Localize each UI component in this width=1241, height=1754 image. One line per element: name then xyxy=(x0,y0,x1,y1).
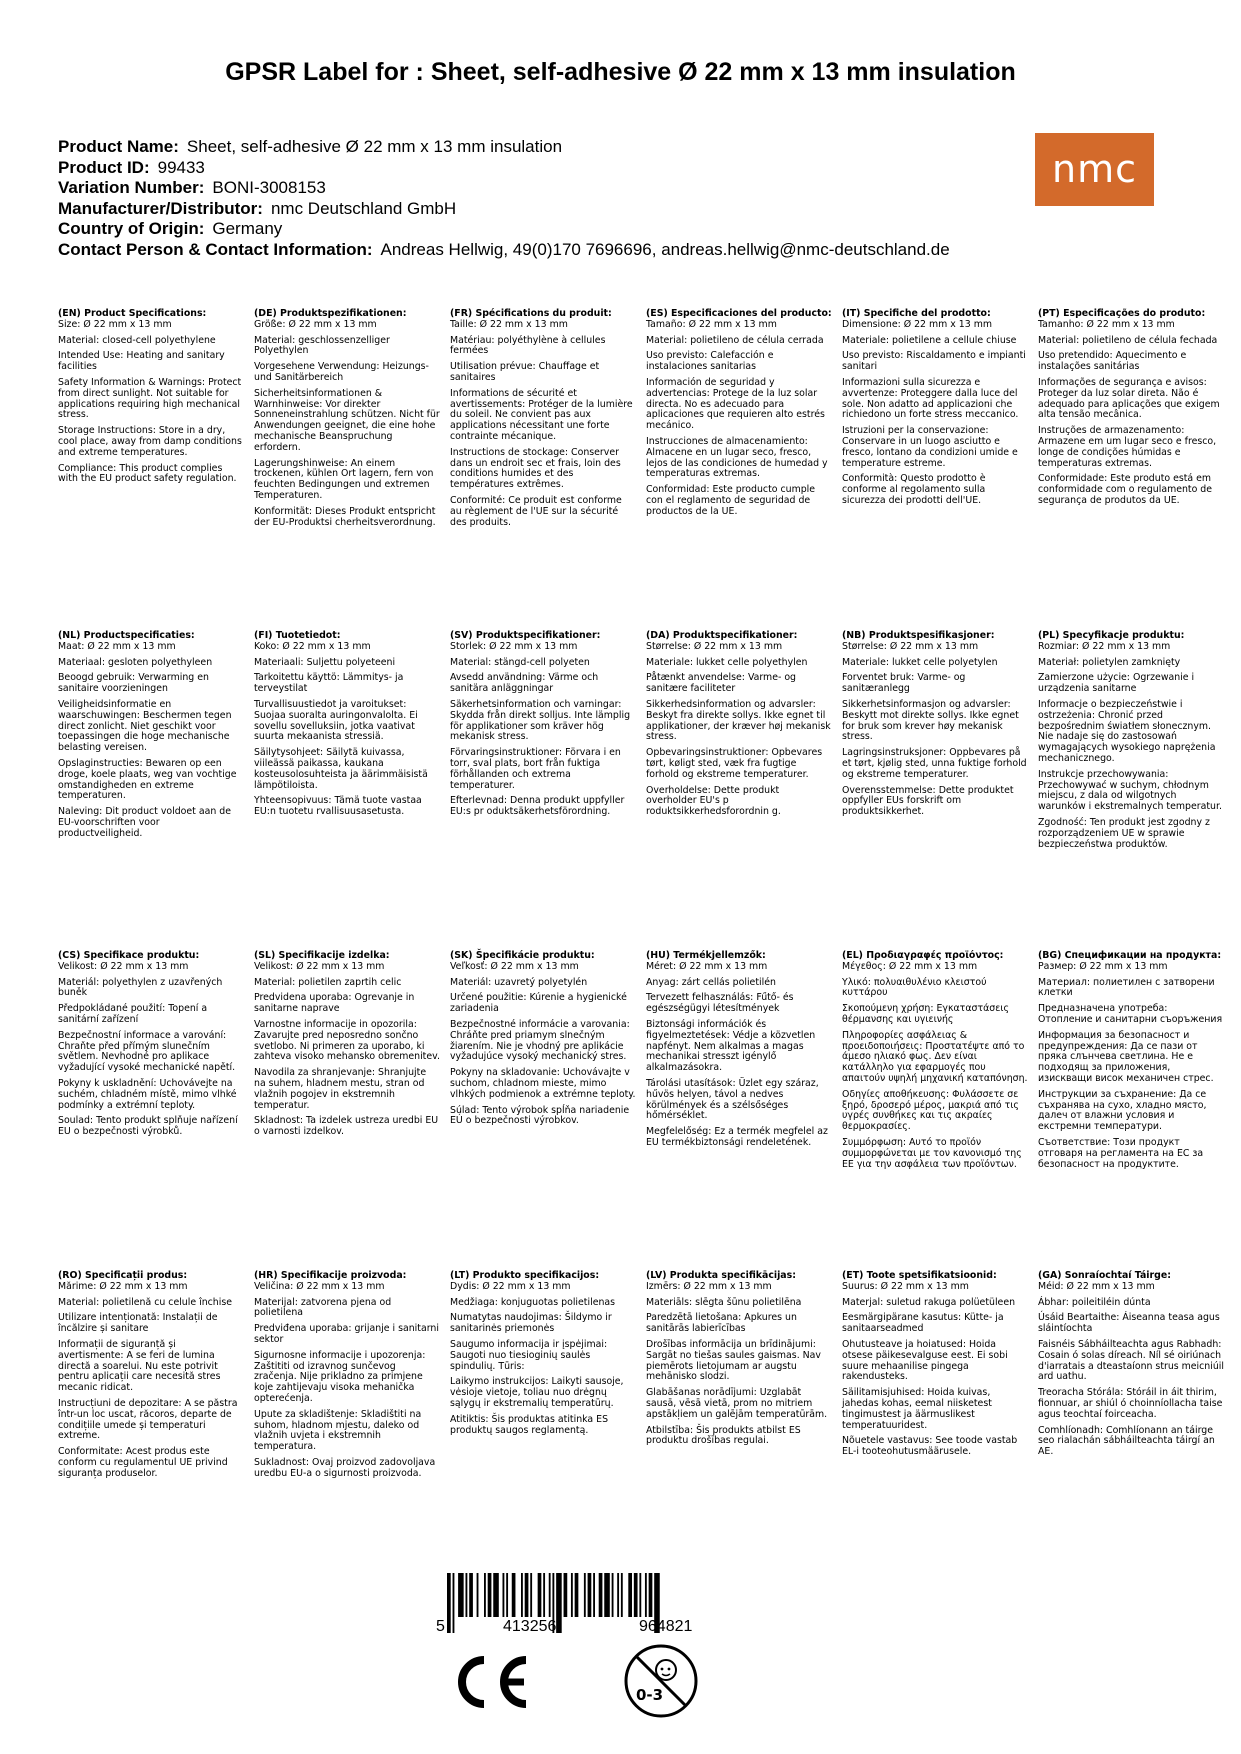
spec-item: Ábhar: poileitiléin dúnta xyxy=(1038,1296,1151,1308)
spec-item: Materiál: uzavretý polyetylén xyxy=(450,976,588,988)
spec-item: Forventet bruk: Varme- og sanitæranlegg xyxy=(842,672,966,695)
barcode-bar xyxy=(512,1573,516,1617)
spec-item: Nõuetele vastavus: See toode vastab EL-i tooteohutusmäärusele. xyxy=(842,1435,1018,1458)
spec-item: Medžiaga: konjuguotas polietilenas xyxy=(450,1296,616,1308)
barcode-bar xyxy=(584,1573,586,1617)
contact-row xyxy=(58,240,1058,261)
spec-item: Instrukcje przechowywania: Przechowywać w suchym, chłodnym miejscu, z dala od wilgotnych warunków i ekstremalnych temperatur. xyxy=(1038,768,1222,813)
barcode-bar xyxy=(458,1573,464,1617)
page-title: GPSR Label for : Sheet, self-adhesive Ø 22 mm x 13 mm insulation xyxy=(225,58,1016,86)
spec-heading: (DE) Produktspezifikationen: xyxy=(254,308,407,319)
barcode-bar xyxy=(645,1573,647,1617)
spec-block xyxy=(58,1271,254,1485)
spec-block xyxy=(450,631,646,855)
spec-item: Numatytas naudojimas: Šildymo ir sanitarinės priemonės xyxy=(450,1312,612,1335)
specs-row xyxy=(58,1271,1238,1485)
spec-item: Intended Use: Heating and sanitary facilities xyxy=(58,350,225,373)
spec-block xyxy=(1038,631,1234,855)
barcode-bar xyxy=(469,1573,473,1617)
spec-item: Conformitate: Acest produs este conform cu regulamentul UE privind siguranța produselor. xyxy=(58,1446,228,1479)
spec-heading: (HR) Specifikacije proizvoda: xyxy=(254,1270,407,1281)
spec-item: Treoracha Stórála: Stóráil in áit thirim, fionnuar, ar shiúl ó choinníollacha taise agus teochtaí foirceacha. xyxy=(1038,1387,1223,1420)
spec-item: Materiale: lukket celle polyetylen xyxy=(842,656,998,668)
spec-block xyxy=(646,1271,842,1485)
barcode-bar xyxy=(575,1573,579,1617)
barcode-digits-right: 964821 xyxy=(639,1618,693,1635)
manufacturer-row xyxy=(58,199,1058,220)
spec-item: Informações de segurança e avisos: Proteger da luz solar direta. Não é adequado para aplicações que exigem alta tensão mecânica. xyxy=(1038,376,1220,421)
spec-block xyxy=(58,951,254,1175)
spec-heading: (EN) Product Specifications: xyxy=(58,308,207,319)
spec-item: Opslaginstructies: Bewaren op een droge, koele plaats, weg van vochtige omstandigheden en extreme temperaturen. xyxy=(58,757,237,802)
spec-item: Materiaali: Suljettu polyeteeni xyxy=(254,656,396,668)
spec-item: Informazioni sulla sicurezza e avvertenze: Proteggere dalla luce del sole. Non adatto ad applicazioni che richiedono un forte stress meccanico. xyxy=(842,376,1019,421)
spec-block xyxy=(1038,309,1234,533)
spec-item: Предназначена употреба: Отопление и санитарни съоръжения xyxy=(1038,1003,1223,1025)
spec-item: Größe: Ø 22 mm x 13 mm xyxy=(254,318,377,330)
spec-item: Turvallisuustiedot ja varoitukset: Suojaa suoralta auringonvalolta. Ei sovellu sovelluksiin, jotka vaativat suurta mekaanista stressiä. xyxy=(254,698,418,743)
barcode-bar xyxy=(612,1573,614,1617)
spec-heading: (LT) Produkto specifikacijos: xyxy=(450,1270,600,1281)
spec-block xyxy=(254,951,450,1175)
spec-item: Materiale: lukket celle polyethylen xyxy=(646,656,808,668)
spec-heading: (ES) Especificaciones del producto: xyxy=(646,308,832,319)
spec-block xyxy=(1038,1271,1234,1485)
barcode-bar xyxy=(506,1573,508,1617)
spec-item: Pokyny k uskladnění: Uchovávejte na suchém, chladném místě, mimo vlhké podmínky a extrémní teploty. xyxy=(58,1077,237,1111)
spec-block xyxy=(1038,951,1234,1175)
spec-heading: (FI) Tuotetiedot: xyxy=(254,630,341,641)
spec-item: Förvaringsinstruktioner: Förvara i en torr, sval plats, bort från fuktiga förhållanden och extrema temperaturer. xyxy=(450,747,621,791)
spec-item: Mărime: Ø 22 mm x 13 mm xyxy=(58,1280,188,1292)
barcode-digits-left: 413256 xyxy=(503,1618,557,1635)
spec-item: Opbevaringsinstruktioner: Opbevares tørt, køligt sted, væk fra fugtige forhold og ekstreme temperaturer. xyxy=(646,747,823,780)
spec-item: Méret: Ø 22 mm x 13 mm xyxy=(646,960,768,972)
spec-item: Størrelse: Ø 22 mm x 13 mm xyxy=(842,640,979,652)
spec-item: Materiál: polyethylen z uzavřených buněk xyxy=(58,976,223,999)
spec-item: Storage Instructions: Store in a dry, cool place, away from damp conditions and extreme temperatures. xyxy=(58,425,242,458)
barcode-digit-first: 5 xyxy=(436,1618,445,1635)
spec-heading: (ET) Toote spetsifikatsioonid: xyxy=(842,1270,997,1281)
barcode-bar xyxy=(628,1573,632,1617)
spec-item: Materiale: polietilene a cellule chiuse xyxy=(842,334,1017,346)
barcode-bar xyxy=(530,1573,532,1617)
spec-item: Sigurnosne informacije i upozorenja: Zaštititi od izravnog sunčevog zračenja. Nije prikladno za primjene koje zahtijevaju visoka mehanička opterećenja. xyxy=(254,1349,426,1404)
spec-heading: (IT) Specifiche del prodotto: xyxy=(842,308,991,319)
spec-block xyxy=(58,309,254,533)
spec-item: Material: polietilen zaprtih celic xyxy=(254,976,402,988)
spec-item: Conformidade: Este produto está em conformidade com o regulamento de segurança de produtos da UE. xyxy=(1038,473,1213,506)
spec-item: Izmērs: Ø 22 mm x 13 mm xyxy=(646,1280,772,1292)
spec-item: Velikost: Ø 22 mm x 13 mm xyxy=(58,960,189,972)
spec-item: Veľkosť: Ø 22 mm x 13 mm xyxy=(450,960,579,972)
spec-item: Säilitamisjuhised: Hoida kuivas, jahedas kohas, eemal niisketest tingimustest ja äärmuslikest temperatuuridest. xyxy=(842,1387,992,1431)
barcode-bar xyxy=(477,1573,479,1617)
spec-item: Koko: Ø 22 mm x 13 mm xyxy=(254,640,371,652)
spec-item: Paredzētā lietošana: Apkures un sanitārās labierīcības xyxy=(646,1312,797,1335)
spec-item: Utilisation prévue: Chauffage et sanitaires xyxy=(450,361,600,383)
barcode-bar xyxy=(617,1573,619,1617)
spec-item: Instruções de armazenamento: Armazene em um lugar seco e fresco, longe de condições húmidas e temperaturas extremas. xyxy=(1038,425,1217,469)
spec-item: Informații de siguranță și avertismente: A se feri de lumina directă a soarelui. Nu este potrivit pentru aplicații care necesită stres mecanic ridicat. xyxy=(58,1338,221,1394)
spec-item: Faisnéis Sábháilteachta agus Rabhadh: Cosain ó solas díreach. Níl sé oiriúnach d'iarratais a dteastaíonn strus meicniúil ard uathu. xyxy=(1038,1338,1225,1383)
barcode-bar xyxy=(484,1573,486,1617)
spec-item: Súlad: Tento výrobok spĺňa nariadenie EÚ o bezpečnosti výrobkov. xyxy=(450,1104,630,1127)
ce-mark-icon xyxy=(450,1652,530,1712)
value: Sheet, self-adhesive Ø 22 mm x 13 mm insulation xyxy=(186,137,563,156)
spec-item: Compliance: This product complies with the EU product safety regulation. xyxy=(58,462,237,485)
spec-item: Πληροφορίες ασφάλειας & προειδοποιήσεις: Προστατέψτε από το άμεσο ηλιακό φως. Δεν είναι κατάλληλο για εφαρμογές που απαιτούν υψηλή μηχανική καταπόνηση. xyxy=(842,1029,1028,1084)
spec-heading: (NB) Produktspesifikasjoner: xyxy=(842,630,995,641)
spec-item: Инструкции за съхранение: Да се съхранява на сухо, хладно място, далеч от влажни условия и екстремни температури. xyxy=(1038,1088,1207,1133)
spec-item: Safety Information & Warnings: Protect from direct sunlight. Not suitable for applications requiring high mechanical stress. xyxy=(58,376,242,421)
spec-item: Taille: Ø 22 mm x 13 mm xyxy=(450,318,568,330)
spec-item: Påtænkt anvendelse: Varme- og sanitære faciliteter xyxy=(646,672,797,695)
spec-heading: (DA) Produktspecifikationer: xyxy=(646,630,798,641)
spec-item: Veličina: Ø 22 mm x 13 mm xyxy=(254,1280,385,1292)
specs-row xyxy=(58,951,1238,1175)
spec-block xyxy=(254,631,450,855)
spec-item: Beoogd gebruik: Verwarming en sanitaire voorzieningen xyxy=(58,672,209,695)
value: nmc Deutschland GmbH xyxy=(270,198,457,218)
barcode-bar xyxy=(604,1573,610,1617)
spec-item: Sicherheitsinformationen & Warnhinweise: Vor direkter Sonneneinstrahlung schützen. Nicht für Anwendungen geeignet, die eine hohe mechanische Beanspruchung erfordern. xyxy=(254,387,440,453)
spec-item: Atbilstība: Šis produkts atbilst ES produktu drošības regulai. xyxy=(646,1424,801,1447)
barcode-bar xyxy=(634,1573,638,1617)
spec-heading: (SK) Špecifikácie produktu: xyxy=(450,950,595,961)
value: 99433 xyxy=(157,157,205,177)
spec-item: Conformità: Questo prodotto è conforme al regolamento sulla sicurezza dei prodotti dell'UE. xyxy=(842,473,986,506)
product-id-row xyxy=(58,158,1058,179)
spec-item: Velikost: Ø 22 mm x 13 mm xyxy=(254,960,385,972)
svg-text:0-3: 0-3 xyxy=(636,1686,664,1704)
label: Manufacturer/Distributor: xyxy=(58,198,263,218)
product-name-row xyxy=(58,137,1058,158)
spec-item: Dimensione: Ø 22 mm x 13 mm xyxy=(842,318,992,330)
barcode-bar xyxy=(538,1573,542,1617)
spec-heading: (LV) Produkta specifikācijas: xyxy=(646,1270,796,1281)
spec-heading: (RO) Specificații produs: xyxy=(58,1270,188,1281)
spec-item: Materijal: zatvorena pjena od polietilena xyxy=(254,1296,392,1319)
spec-item: Материал: полиетилен с затворени клетки xyxy=(1038,976,1215,999)
spec-item: Sikkerhedsinformation og advarsler: Beskyt fra direkte sollys. Ikke egnet til applikationer, der kræver høj mekanisk stress. xyxy=(646,698,831,743)
spec-item: Съответствие: Този продукт отговаря на регламента на ЕС за безопасност на продуктите. xyxy=(1038,1136,1204,1170)
spec-item: Συμμόρφωση: Αυτό το προϊόν συμμορφώνεται με τον κανονισμό της ΕΕ για την ασφάλεια των προϊόντων. xyxy=(842,1136,1022,1170)
spec-item: Σκοπούμενη χρήση: Εγκαταστάσεις θέρμανσης και υγιεινής xyxy=(842,1003,1009,1025)
spec-item: Navodila za shranjevanje: Shranjujte na suhem, hladnem mestu, stran od vlažnih pogojev in ekstremnih temperatur. xyxy=(254,1067,427,1111)
spec-block xyxy=(254,1271,450,1485)
spec-item: Tarkoitettu käyttö: Lämmitys- ja terveystilat xyxy=(254,672,404,695)
spec-heading: (SV) Produktspecifikationer: xyxy=(450,630,601,641)
value: Germany xyxy=(212,219,283,238)
spec-item: Efterlevnad: Denna produkt uppfyller EU:s pr oduktsäkerhetsförordning. xyxy=(450,795,625,818)
barcode-bar xyxy=(621,1573,623,1617)
spec-block xyxy=(450,951,646,1175)
spec-block xyxy=(646,309,842,533)
spec-item: Material: polietilenă cu celule închise xyxy=(58,1296,233,1308)
spec-item: Avsedd användning: Värme och sanitära anläggningar xyxy=(450,672,599,695)
spec-item: Material: polietileno de célula fechada xyxy=(1038,334,1218,346)
spec-block xyxy=(646,631,842,855)
spec-item: Yhteensopivuus: Tämä tuote vastaa EU:n tuotetu rvallisuusasetusta. xyxy=(254,795,422,818)
spec-block xyxy=(842,631,1038,855)
spec-item: Biztonsági információk és figyelmeztetések: Védje a közvetlen napfényt. Nem alkalmas a magas mechanikai stresszt igénylő alkalmazásokra. xyxy=(646,1018,816,1074)
spec-item: Megfelelőség: Ez a termék megfelel az EU termékbiztonsági rendeletének. xyxy=(646,1126,828,1148)
product-info xyxy=(58,137,1058,260)
spec-item: Soulad: Tento produkt splňuje nařízení EU o bezpečnosti výrobků. xyxy=(58,1115,238,1138)
spec-item: Material: polietileno de célula cerrada xyxy=(646,334,824,346)
spec-item: Conformidad: Este producto cumple con el reglamento de seguridad de productos de la UE. xyxy=(646,484,816,517)
spec-item: Zgodność: Ten produkt jest zgodny z rozporządzeniem UE w sprawie bezpieczeństwa produktów. xyxy=(1038,816,1210,850)
spec-item: Rozmiar: Ø 22 mm x 13 mm xyxy=(1038,640,1171,652)
spec-item: Pokyny na skladovanie: Uchovávajte v suchom, chladnom mieste, mimo vlhkých podmienok a extrémne teploty. xyxy=(450,1067,636,1100)
spec-item: Materiāls: slēgta šūnu polietilēna xyxy=(646,1296,802,1308)
spec-item: Suurus: Ø 22 mm x 13 mm xyxy=(842,1280,969,1292)
barcode-bar xyxy=(525,1573,529,1617)
spec-item: Lagringsinstruksjoner: Oppbevares på et tørt, kjølig sted, unna fuktige forhold og ekstreme temperaturer. xyxy=(842,747,1027,780)
spec-item: Maat: Ø 22 mm x 13 mm xyxy=(58,640,176,652)
label: Country of Origin: xyxy=(58,219,205,238)
spec-heading: (HU) Termékjellemzők: xyxy=(646,950,766,961)
barcode-bar xyxy=(453,1573,455,1633)
spec-item: Overholdelse: Dette produkt overholder EU's p roduktsikkerhedsforordnin g. xyxy=(646,784,781,818)
spec-item: Utilizare intenționată: Instalații de încălzire și sanitare xyxy=(58,1312,218,1335)
spec-item: Eesmärgipärane kasutus: Kütte- ja sanitaarseadmed xyxy=(842,1312,1004,1335)
spec-item: Predvidena uporaba: Ogrevanje in sanitarne naprave xyxy=(254,992,415,1015)
spec-item: Veiligheidsinformatie en waarschuwingen: Beschermen tegen direct zonlicht. Niet geschikt voor toepassingen die hoge mechanische belasting vereisen. xyxy=(58,698,232,754)
spec-item: Glabāšanas norādījumi: Uzglabāt sausā, vēsā vietā, prom no mitriem apstākļiem un galējām temperatūrām. xyxy=(646,1387,828,1420)
spec-item: Material: closed-cell polyethylene xyxy=(58,334,216,346)
spec-item: Размер: Ø 22 mm x 13 mm xyxy=(1038,960,1168,972)
spec-block xyxy=(254,309,450,533)
spec-item: Instrucciones de almacenamiento: Almacene en un lugar seco, fresco, lejos de las condiciones de humedad y temperaturas extremas. xyxy=(646,435,828,480)
barcode-bar xyxy=(599,1573,603,1617)
spec-item: Upute za skladištenje: Skladištiti na suhom, hladnom mjestu, daleko od vlažnih uvjeta i ekstremnih temperatura. xyxy=(254,1408,422,1453)
spec-item: Méid: Ø 22 mm x 13 mm xyxy=(1038,1280,1155,1292)
spec-item: Säilytysohjeet: Säilytä kuivassa, viileässä paikassa, kaukana kosteusolosuhteista ja äärimmäisistä lämpötiloista. xyxy=(254,747,428,791)
spec-item: Naleving: Dit product voldoet aan de EU-voorschriften voor productveiligheid. xyxy=(58,806,231,839)
spec-item: Materiaal: gesloten polyethyleen xyxy=(58,656,213,668)
spec-item: Tervezett felhasználás: Fűtő- és egészségügyi létesítmények xyxy=(646,992,794,1015)
barcode-bar xyxy=(564,1573,568,1617)
spec-heading: (NL) Productspecificaties: xyxy=(58,630,195,641)
spec-item: Saugumo informacija ir įspėjimai: Saugoti nuo tiesioginių saulės spindulių. Tūris: xyxy=(450,1338,608,1372)
spec-item: Conformité: Ce produit est conforme au règlement de l'UE sur la sécurité des produits. xyxy=(450,494,622,528)
spec-heading: (CS) Specifikace produktu: xyxy=(58,950,200,961)
label: Variation Number: xyxy=(58,178,205,197)
spec-item: Matériau: polyéthylène à cellules fermées xyxy=(450,334,606,357)
spec-item: Tamaño: Ø 22 mm x 13 mm xyxy=(646,318,777,330)
variation-number-row xyxy=(58,178,1058,199)
spec-item: Lagerungshinweise: An einem trockenen, kühlen Ort lagern, fern von feuchten Bedingungen und extremen Temperaturen. xyxy=(254,457,434,501)
spec-item: Størrelse: Ø 22 mm x 13 mm xyxy=(646,640,783,652)
spec-block xyxy=(842,309,1038,533)
spec-item: Información de seguridad y advertencias: Protege de la luz solar directa. No es adecuado para aplicaciones que requieren alto estrés mecánico. xyxy=(646,376,825,432)
spec-item: Μέγεθος: Ø 22 mm x 13 mm xyxy=(842,960,978,972)
barcode-bar xyxy=(493,1573,499,1617)
spec-item: Úsáid Beartaithe: Áiseanna teasa agus sláintíochta xyxy=(1038,1312,1220,1335)
spec-item: Tárolási utasítások: Üzlet egy száraz, hűvös helyen, távol a nedves körülmények és a szélsőséges hőmérséklet. xyxy=(646,1077,819,1122)
spec-item: Sikkerhetsinformasjon og advarsler: Beskytt mot direkte sollys. Ikke egnet for bruk som krever høy mekanisk stress. xyxy=(842,698,1019,743)
spec-item: Tamanho: Ø 22 mm x 13 mm xyxy=(1038,318,1175,330)
spec-item: Overensstemmelse: Dette produktet oppfyller EUs forskrift om produktsikkerhet. xyxy=(842,784,1014,818)
spec-item: Size: Ø 22 mm x 13 mm xyxy=(58,318,172,330)
barcode-bar xyxy=(521,1573,523,1617)
spec-item: Materiał: polietylen zamknięty xyxy=(1038,656,1181,668)
barcode-bar xyxy=(556,1573,562,1633)
value: Andreas Hellwig, 49(0)170 7696696, andreas.hellwig@nmc-deutschland.de xyxy=(380,239,950,259)
spec-heading: (SL) Specifikacije izdelka: xyxy=(254,950,390,961)
spec-block xyxy=(646,951,842,1175)
spec-item: Atitiktis: Šis produktas atitinka ES produktų saugos reglamentą. xyxy=(450,1413,609,1436)
nmc-logo: nmc xyxy=(1035,133,1154,206)
country-row xyxy=(58,219,1058,240)
spec-item: Sukladnost: Ovaj proizvod zadovoljava uredbu EU-a o sigurnosti proizvoda. xyxy=(254,1456,436,1479)
spec-item: Информация за безопасност и предупреждения: Да се пази от пряка слънчева светлина. Не е подходящ за приложения, изискващи висок механичен стрес. xyxy=(1038,1029,1214,1084)
spec-item: Informacje o bezpieczeństwie i ostrzeżenia: Chronić przed bezpośrednim światłem słonecznym. Nie nadaje się do zastosowań wymagających wysokiego naprężenia mechanicznego. xyxy=(1038,698,1216,764)
spec-item: Istruzioni per la conservazione: Conservare in un luogo asciutto e fresco, lontano da condizioni umide e temperature estreme. xyxy=(842,425,1018,469)
spec-item: Anyag: zárt cellás polietilén xyxy=(646,976,776,988)
spec-heading: (BG) Спецификации на продукта: xyxy=(1038,950,1222,961)
age-warning-icon xyxy=(622,1642,700,1720)
spec-item: Uso previsto: Calefacción e instalaciones sanitarias xyxy=(646,350,774,373)
barcode-bar xyxy=(466,1573,468,1617)
spec-block xyxy=(58,631,254,855)
spec-item: Uso pretendido: Aquecimento e instalações sanitárias xyxy=(1038,350,1187,373)
barcode-bar xyxy=(549,1573,551,1617)
spec-item: Material: stängd-cell polyeten xyxy=(450,656,590,668)
spec-item: Predviđena uporaba: grijanje i sanitarni sektor xyxy=(254,1323,439,1345)
spec-heading: (EL) Προδιαγραφές προϊόντος: xyxy=(842,950,1004,961)
spec-item: Instructions de stockage: Conserver dans un endroit sec et frais, loin des conditions humides et des températures extrêmes. xyxy=(450,446,621,491)
spec-item: Ohutusteave ja hoiatused: Hoida otsese päikesevalguse eest. Ei sobi suure mehaanilise pingega rakendusteks. xyxy=(842,1338,1008,1383)
barcode-bar xyxy=(543,1573,545,1617)
barcode-bar xyxy=(649,1573,653,1617)
spec-item: Drošības informācija un brīdinājumi: Sargāt no tiešas saules gaismas. Nav piemērots lietojumam ar augstu mehānisko slodzi. xyxy=(646,1338,821,1383)
spec-block xyxy=(450,309,646,533)
barcode-bar xyxy=(488,1573,492,1617)
barcode-bar xyxy=(588,1573,592,1617)
spec-block xyxy=(842,1271,1038,1485)
value: BONI-3008153 xyxy=(212,178,326,197)
spec-item: Konformität: Dieses Produkt entspricht der EU-Produktsi cherheitsverordnung. xyxy=(254,505,436,528)
spec-item: Dydis: Ø 22 mm x 13 mm xyxy=(450,1280,571,1292)
spec-item: Uso previsto: Riscaldamento e impianti sanitari xyxy=(842,350,1026,373)
barcode-bar xyxy=(593,1573,595,1617)
spec-item: Určené použitie: Kúrenie a hygienické zariadenia xyxy=(450,992,627,1015)
spec-item: Υλικό: πολυαιθυλένιο κλειστού κυττάρου xyxy=(842,976,987,999)
spec-heading: (FR) Spécifications du produit: xyxy=(450,308,612,319)
spec-item: Laikymo instrukcijos: Laikyti sausoje, vėsioje vietoje, toliau nuo drėgnų sąlygų ir ekstremalių temperatūrų. xyxy=(450,1376,624,1409)
barcode-bar xyxy=(503,1573,505,1617)
spec-item: Comhlíonadh: Comhlíonann an táirge seo rialachán sábháilteachta táirgí an AE. xyxy=(1038,1424,1215,1458)
spec-item: Material: geschlossenzelliger Polyethylen xyxy=(254,334,390,357)
label: Product ID: xyxy=(58,157,150,177)
spec-heading: (PL) Specyfikacje produktu: xyxy=(1038,630,1185,641)
spec-item: Säkerhetsinformation och varningar: Skydda från direkt solljus. Inte lämplig för applikationer som kräver hög mekanisk stress. xyxy=(450,698,631,743)
barcode-bar xyxy=(447,1573,451,1633)
spec-item: Varnostne informacije in opozorila: Zavarujte pred neposredno sončno svetlobo. Ni primeren za uporabo, ki zahteva visoko mehansko obremenitev. xyxy=(254,1018,440,1063)
spec-item: Vorgesehene Verwendung: Heizungs- und Sanitärbereich xyxy=(254,361,429,383)
spec-block xyxy=(842,951,1038,1175)
spec-item: Bezpečnostné informácie a varovania: Chráňte pred priamym slnečným žiarením. Nie je vhodný pre aplikácie vyžadujúce vysoký mechanický stres. xyxy=(450,1018,630,1063)
spec-item: Οδηγίες αποθήκευσης: Φυλάσσετε σε ξηρό, δροσερό μέρος, μακριά από τις υγρές συνθήκες και τις ακραίες θερμοκρασίες. xyxy=(842,1088,1019,1133)
spec-item: Storlek: Ø 22 mm x 13 mm xyxy=(450,640,578,652)
spec-heading: (GA) Sonraíochtaí Táirge: xyxy=(1038,1270,1171,1281)
spec-item: Materjal: suletud rakuga polüetüleen xyxy=(842,1296,1016,1308)
spec-item: Informations de sécurité et avertissements: Protéger de la lumière du soleil. Ne convient pas aux applications nécessitant une forte contrainte mécanique. xyxy=(450,387,633,442)
label: Product Name: xyxy=(58,137,179,156)
spec-item: Skladnost: Ta izdelek ustreza uredbi EU o varnosti izdelkov. xyxy=(254,1115,439,1138)
spec-heading: (PT) Especificações do produto: xyxy=(1038,308,1206,319)
specs-row xyxy=(58,631,1238,855)
specs-row xyxy=(58,309,1238,533)
barcode-bar xyxy=(571,1573,573,1617)
spec-item: Instrucțiuni de depozitare: A se păstra într-un loc uscat, răcoros, departe de condițiile umede și temperaturi extreme. xyxy=(58,1397,238,1442)
spec-item: Bezpečnostní informace a varování: Chraňte před přímým slunečním světlem. Nevhodné pro aplikace vyžadující vysoké mechanické napětí. xyxy=(58,1029,236,1074)
spec-block xyxy=(450,1271,646,1485)
label: Contact Person & Contact Information: xyxy=(58,239,373,259)
barcode-bar xyxy=(639,1573,641,1617)
spec-item: Předpokládané použití: Topení a sanitární zařízení xyxy=(58,1003,208,1025)
spec-item: Zamierzone użycie: Ogrzewanie i urządzenia sanitarne xyxy=(1038,672,1195,695)
